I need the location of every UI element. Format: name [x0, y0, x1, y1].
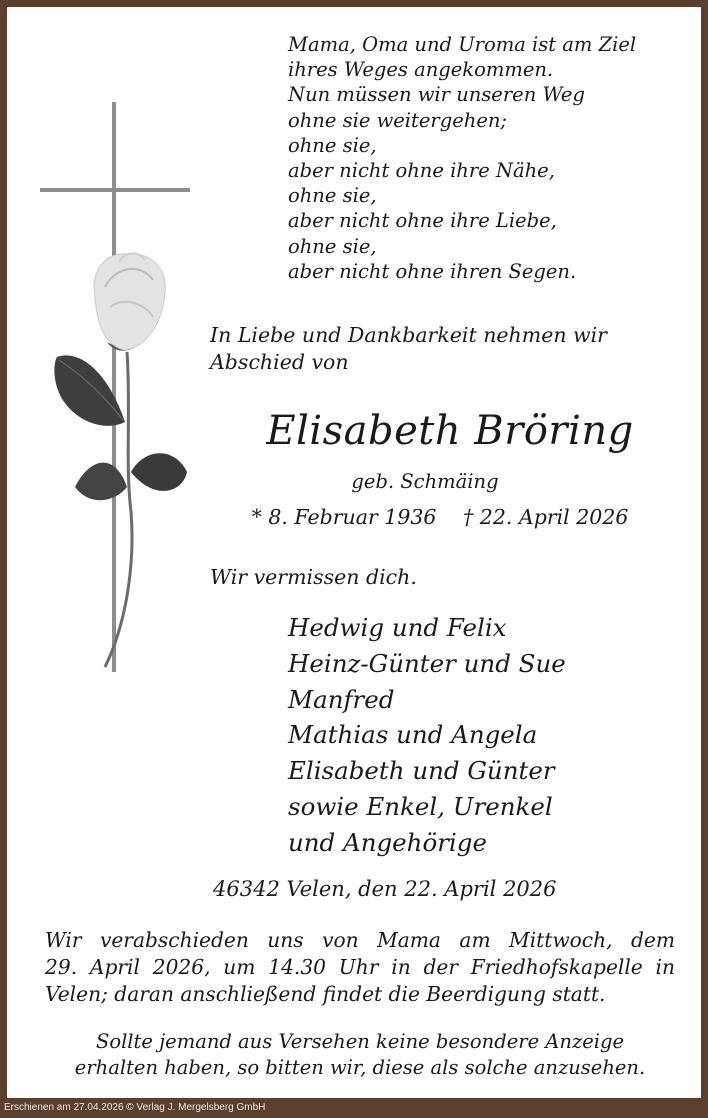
death-date: † 22. April 2026	[463, 505, 629, 529]
deceased-name: Elisabeth Bröring	[266, 408, 634, 454]
mourner: Hedwig und Felix	[288, 613, 507, 642]
mourner: Elisabeth und Günter	[288, 756, 555, 786]
intro-line: Abschied von	[210, 350, 349, 374]
mourners-list	[288, 610, 698, 861]
poem-line: aber nicht ohne ihre Nähe,	[288, 159, 555, 183]
notice-line: Sollte jemand aus Versehen keine besondere Anzeige	[95, 1030, 625, 1053]
publication-footer: Erschienen am 27.04.2026 © Verlag J. Mergelsberg GmbH	[4, 1102, 266, 1113]
poem-line: Mama, Oma und Uroma ist am Ziel	[288, 33, 637, 56]
poem-line: ohne sie weitergehen;	[288, 108, 507, 132]
poem-line: ohne sie,	[288, 133, 377, 157]
obituary-page	[7, 7, 701, 1098]
birth-name: geb. Schmäing	[351, 470, 499, 493]
place-and-date: 46342 Velen, den 22. April 2026	[213, 877, 557, 901]
mourner: Heinz-Günter und Sue	[288, 648, 566, 678]
farewell-intro	[210, 322, 690, 376]
poem-line: ohne sie,	[288, 184, 377, 208]
mourner: Manfred	[288, 684, 395, 714]
notice-line: erhalten haben, so bitten wir, diese als solche anzusehen.	[74, 1056, 646, 1079]
ceremony-line: 29. April 2026, um 14.30 Uhr in der Friedhofskapelle in	[45, 955, 675, 979]
poem-line: ohne sie,	[288, 234, 377, 258]
poem-line: aber nicht ohne ihren Segen.	[288, 259, 577, 283]
mourner: Mathias und Angela	[288, 720, 538, 750]
cross-and-rose-illustration	[35, 102, 205, 682]
poem-line: ihres Weges angekommen.	[288, 58, 554, 82]
poem	[288, 32, 698, 284]
mourner: sowie Enkel, Urenkel	[288, 791, 553, 821]
intro-line: In Liebe und Dankbarkeit nehmen wir	[210, 323, 607, 347]
mourner: und Angehörige	[288, 827, 487, 857]
notice-text	[45, 1029, 675, 1081]
rose-icon	[54, 253, 187, 667]
birth-date: * 8. Februar 1936	[251, 505, 437, 529]
ceremony-line: Velen; daran anschließend findet die Beerdigung statt.	[45, 982, 606, 1006]
poem-line: Nun müssen wir unseren Weg	[288, 83, 585, 107]
ceremony-line: Wir verabschieden uns von Mama am Mittwoch, dem	[45, 928, 675, 952]
ceremony-info	[45, 927, 675, 1008]
poem-line: aber nicht ohne ihre Liebe,	[288, 209, 557, 233]
miss-text: Wir vermissen dich.	[210, 565, 417, 589]
life-dates	[210, 503, 670, 531]
